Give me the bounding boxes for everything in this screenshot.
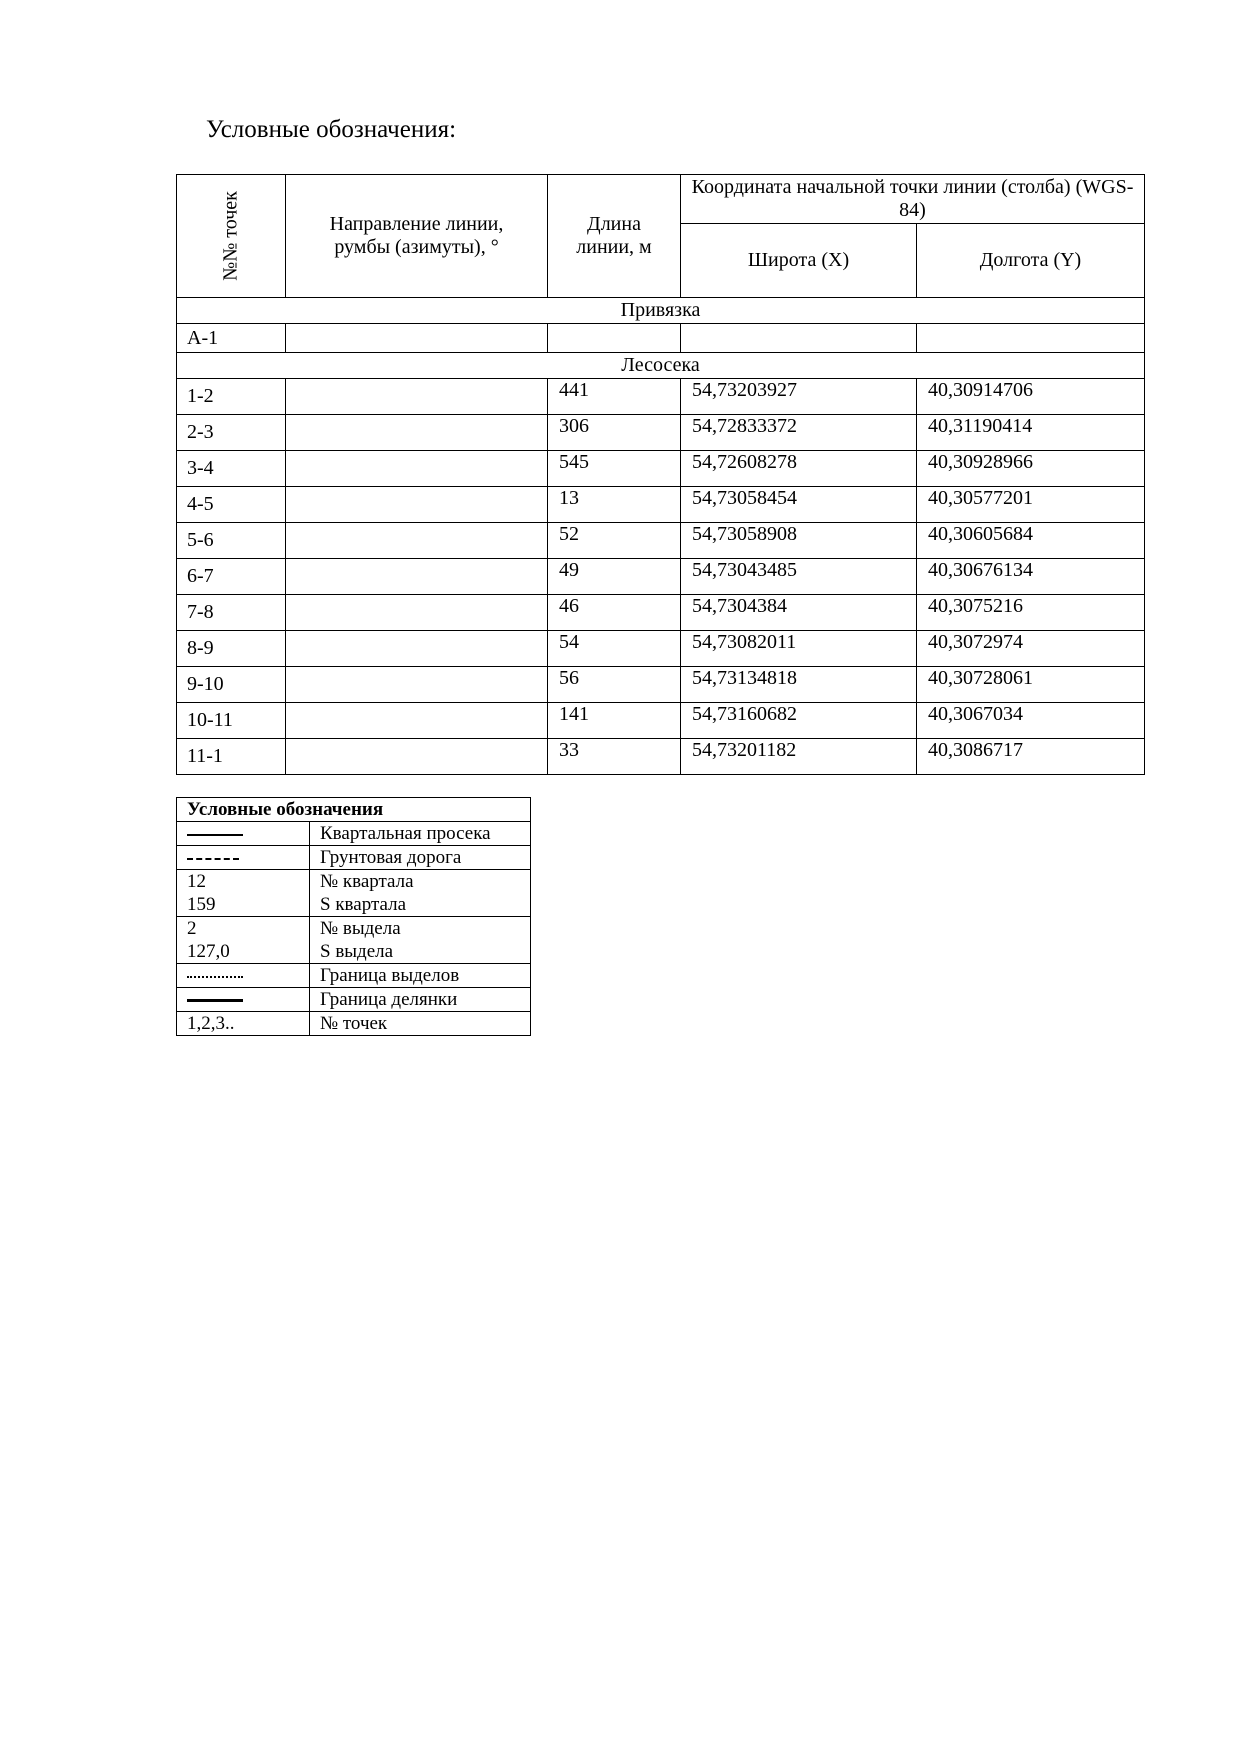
latitude-cell: 54,73134818 (681, 667, 917, 703)
direction-cell (286, 595, 548, 631)
legend-item (177, 822, 531, 846)
length-cell: 54 (548, 631, 681, 667)
direction-cell (286, 487, 548, 523)
quarter-number-sample: 12 (187, 871, 206, 892)
length-cell: 52 (548, 523, 681, 559)
length-cell: 141 (548, 703, 681, 739)
anchor-direction (286, 324, 548, 353)
direction-cell (286, 667, 548, 703)
direction-cell (286, 415, 548, 451)
latitude-cell: 54,73043485 (681, 559, 917, 595)
table-row (177, 415, 1145, 451)
legend-item (177, 917, 531, 964)
latitude-cell: 54,73160682 (681, 703, 917, 739)
longitude-cell: 40,30577201 (917, 487, 1145, 523)
point-id: 7-8 (177, 595, 286, 631)
longitude-cell: 40,3072974 (917, 631, 1145, 667)
longitude-cell: 40,31190414 (917, 415, 1145, 451)
legend-label (310, 917, 531, 964)
longitude-cell: 40,30676134 (917, 559, 1145, 595)
dirt-road-symbol (177, 846, 310, 870)
legend-label-line2: S выдела (320, 941, 394, 962)
section-plot-label: Лесосека (177, 353, 1145, 379)
latitude-cell: 54,72608278 (681, 451, 917, 487)
page-heading: Условные обозначения: (206, 116, 457, 143)
point-id: 11-1 (177, 739, 286, 775)
longitude-cell: 40,3075216 (917, 595, 1145, 631)
longitude-cell: 40,30914706 (917, 379, 1145, 415)
direction-cell (286, 523, 548, 559)
point-id: 10-11 (177, 703, 286, 739)
legend-label: № точек (310, 1012, 531, 1036)
length-cell: 545 (548, 451, 681, 487)
legend-label (310, 870, 531, 917)
compartment-boundary-symbol (177, 964, 310, 988)
legend-item (177, 846, 531, 870)
longitude-cell: 40,30728061 (917, 667, 1145, 703)
legend-label-line2: S квартала (320, 894, 407, 915)
coordinates-table (176, 174, 1145, 775)
point-id: 5-6 (177, 523, 286, 559)
length-cell: 49 (548, 559, 681, 595)
latitude-cell: 54,7304384 (681, 595, 917, 631)
legend-label: Граница делянки (310, 988, 531, 1012)
anchor-row (177, 324, 1145, 353)
longitude-cell: 40,3086717 (917, 739, 1145, 775)
point-id: 8-9 (177, 631, 286, 667)
table-row (177, 559, 1145, 595)
legend-label-line1: № квартала (320, 871, 414, 892)
table-row (177, 379, 1145, 415)
quarter-clearing-symbol (177, 822, 310, 846)
length-cell: 13 (548, 487, 681, 523)
legend-label: Граница выделов (310, 964, 531, 988)
direction-column-label: Направление линии, румбы (азимуты), ° (329, 213, 504, 258)
dotted-line-icon (187, 976, 243, 978)
legend-symbol-text (177, 870, 310, 917)
solid-line-icon (187, 834, 243, 836)
legend-table (176, 797, 531, 1036)
points-column-label: №№ точек (219, 191, 242, 281)
compartment-number-sample: 2 (187, 918, 197, 939)
thick-line-icon (187, 999, 243, 1002)
direction-cell (286, 631, 548, 667)
dashed-line-icon (187, 858, 239, 860)
legend-symbol-text (177, 917, 310, 964)
point-id: 6-7 (177, 559, 286, 595)
table-row (177, 595, 1145, 631)
longitude-column-header: Долгота (Y) (917, 223, 1145, 297)
coordinate-group-header (681, 175, 1145, 224)
direction-cell (286, 379, 548, 415)
table-row (177, 703, 1145, 739)
anchor-lat (681, 324, 917, 353)
length-cell: 441 (548, 379, 681, 415)
latitude-cell: 54,72833372 (681, 415, 917, 451)
anchor-lon (917, 324, 1145, 353)
table-row (177, 451, 1145, 487)
table-row (177, 739, 1145, 775)
point-id: 2-3 (177, 415, 286, 451)
legend-title: Условные обозначения (177, 798, 531, 822)
point-id: 9-10 (177, 667, 286, 703)
legend-item (177, 870, 531, 917)
point-id: 1-2 (177, 379, 286, 415)
compartment-area-sample: 127,0 (187, 941, 230, 962)
point-id: 4-5 (177, 487, 286, 523)
legend-item (177, 988, 531, 1012)
length-cell: 306 (548, 415, 681, 451)
latitude-column-header: Широта (X) (681, 223, 917, 297)
legend-item (177, 964, 531, 988)
table-row (177, 667, 1145, 703)
legend-item (177, 1012, 531, 1036)
longitude-cell: 40,3067034 (917, 703, 1145, 739)
longitude-cell: 40,30605684 (917, 523, 1145, 559)
length-cell: 56 (548, 667, 681, 703)
direction-column-header (286, 175, 548, 298)
direction-cell (286, 559, 548, 595)
section-anchor-label: Привязка (177, 298, 1145, 324)
latitude-cell: 54,73203927 (681, 379, 917, 415)
table-row (177, 487, 1145, 523)
table-row (177, 523, 1145, 559)
legend-label: Грунтовая дорога (310, 846, 531, 870)
table-row (177, 631, 1145, 667)
coordinate-group-label: Координата начальной точки линии (столба) (WGS-84) (691, 175, 1134, 221)
latitude-cell: 54,73058908 (681, 523, 917, 559)
direction-cell (286, 451, 548, 487)
anchor-length (548, 324, 681, 353)
length-cell: 46 (548, 595, 681, 631)
legend-label-line1: № выдела (320, 918, 401, 939)
points-column-header (177, 175, 286, 298)
longitude-cell: 40,30928966 (917, 451, 1145, 487)
latitude-cell: 54,73058454 (681, 487, 917, 523)
anchor-point-id: А-1 (177, 324, 286, 353)
length-column-header (548, 175, 681, 298)
legend-label: Квартальная просека (310, 822, 531, 846)
latitude-cell: 54,73082011 (681, 631, 917, 667)
direction-cell (286, 703, 548, 739)
length-cell: 33 (548, 739, 681, 775)
length-column-label: Длина линии, м (576, 213, 652, 258)
latitude-cell: 54,73201182 (681, 739, 917, 775)
point-numbers-sample: 1,2,3.. (177, 1012, 310, 1036)
direction-cell (286, 739, 548, 775)
point-id: 3-4 (177, 451, 286, 487)
plot-boundary-symbol (177, 988, 310, 1012)
quarter-area-sample: 159 (187, 894, 216, 915)
